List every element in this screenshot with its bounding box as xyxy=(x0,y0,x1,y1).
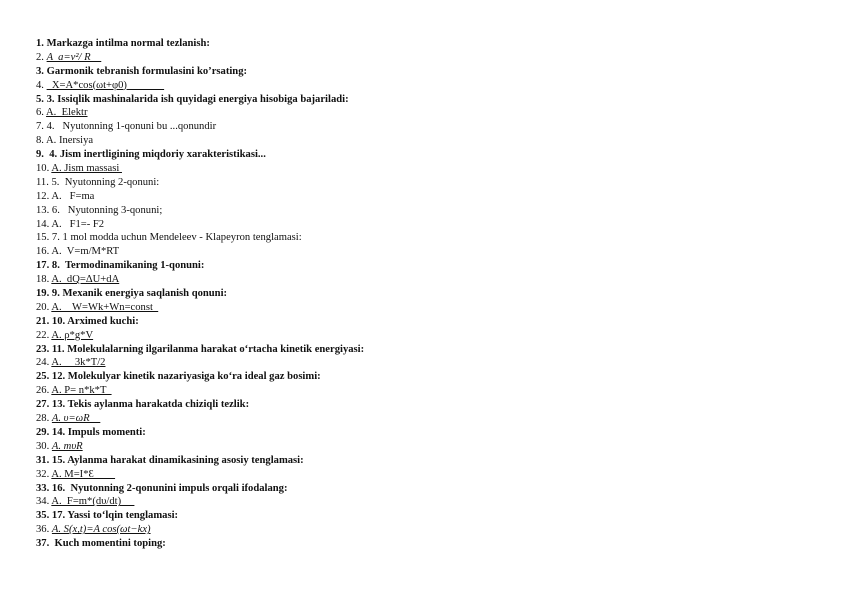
line-number: 16. xyxy=(36,246,50,258)
document-line xyxy=(36,176,796,190)
document-line xyxy=(36,134,796,148)
line-number: 19. 9. xyxy=(36,288,60,300)
line-number: 17. 8. xyxy=(36,260,60,272)
line-number: 13. 6. xyxy=(36,204,60,216)
line-text: Issiqlik mashinalarida ish quyidagi energiya hisobiga bajariladi: xyxy=(57,93,349,105)
document-line xyxy=(36,218,796,232)
document-line xyxy=(36,356,796,370)
document-line xyxy=(36,343,796,357)
document-line xyxy=(36,148,796,162)
line-number: 33. 16. xyxy=(36,482,66,494)
line-text: A. P= n*k*T xyxy=(51,385,112,397)
line-text: A. W=Wk+Wn=const xyxy=(51,301,159,313)
line-text: X=A*cos(ωt+φ0)_______ xyxy=(46,79,165,91)
document-line xyxy=(36,93,796,107)
line-text: Markazga intilma normal tezlanish: xyxy=(46,38,210,49)
document-line xyxy=(36,162,796,176)
document-line xyxy=(36,315,796,329)
document-line xyxy=(36,301,796,315)
document-line xyxy=(36,509,796,523)
line-number: 22. xyxy=(36,329,50,341)
document-line xyxy=(36,412,796,426)
document-line xyxy=(36,79,796,93)
document-line xyxy=(36,370,796,384)
line-number: 12. xyxy=(36,190,50,202)
line-number: 34. xyxy=(36,496,50,508)
line-text: A. F1=- F2 xyxy=(51,218,105,230)
document-line xyxy=(36,482,796,496)
line-text: A. ρ*g*V xyxy=(51,329,94,341)
document-line xyxy=(36,426,796,440)
line-number: 30. xyxy=(36,440,50,452)
document-line xyxy=(36,106,796,120)
document-line xyxy=(36,523,796,537)
document-line xyxy=(36,537,796,551)
line-text: 1 mol modda uchun Mendeleev - Klapeyron tenglamasi: xyxy=(62,232,302,244)
line-text: A. F=ma xyxy=(51,190,95,202)
line-text: A a=v²/ R__ xyxy=(46,51,102,63)
line-number: 24. xyxy=(36,357,50,369)
document-line xyxy=(36,245,796,259)
line-text: Impuls momenti: xyxy=(67,426,146,438)
line-number: 2. xyxy=(36,51,44,63)
line-text: Molekulalarning ilgarilanma harakat o‘rtacha kinetik energiyasi: xyxy=(67,343,365,355)
document-line xyxy=(36,273,796,287)
line-number: 6. xyxy=(36,107,44,119)
line-number: 10. xyxy=(36,163,50,175)
line-number: 36. xyxy=(36,524,50,536)
line-number: 15. 7. xyxy=(36,232,60,244)
document-line xyxy=(36,231,796,245)
line-text: Molekulyar kinetik nazariyasiga ko‘ra ideal gaz bosimi: xyxy=(67,371,321,383)
line-number: 31. 15. xyxy=(36,454,66,466)
line-text: Mexanik energiya saqlanish qonuni: xyxy=(62,288,228,300)
document-line xyxy=(36,329,796,343)
line-text: A. mυR xyxy=(51,440,83,452)
line-text: Nyutonning 3-qonuni; xyxy=(62,204,163,216)
line-number: 11. 5. xyxy=(36,176,60,188)
line-text: A. F=m*(dυ/dt) __ xyxy=(51,496,135,508)
line-text: Nyutonning 1-qonuni bu ...qonundir xyxy=(57,121,217,133)
line-text: Garmonik tebranish formulasini ko’rsating: xyxy=(46,65,248,77)
document-line xyxy=(36,384,796,398)
line-number: 5. 3. xyxy=(36,93,55,105)
line-text: A. υ=ωR__ xyxy=(51,413,101,425)
document-line xyxy=(36,120,796,134)
line-number: 28. xyxy=(36,413,50,425)
document-page xyxy=(36,37,796,551)
line-text: Nyutonning 2-qonuni: xyxy=(62,176,160,188)
line-number: 27. 13. xyxy=(36,399,66,411)
document-line xyxy=(36,37,796,51)
line-text: A. V=m/M*RT xyxy=(51,246,120,258)
line-number: 4. xyxy=(36,79,44,91)
line-number: 35. 17. xyxy=(36,510,66,522)
document-line xyxy=(36,468,796,482)
line-text: A. Elektr xyxy=(46,107,88,119)
line-number: 18. xyxy=(36,274,50,286)
line-text: A. M=I*Ɛ____ xyxy=(51,468,115,480)
line-number: 37. xyxy=(36,538,50,550)
line-number: 20. xyxy=(36,301,50,313)
line-number: 23. 11. xyxy=(36,343,65,355)
document-line xyxy=(36,454,796,468)
line-text: Yassi to‘lqin tenglamasi: xyxy=(67,510,179,522)
line-text: 4. Jism inertligining miqdoriy xarakteristikasi... xyxy=(46,149,266,161)
line-text: A. Jism massasi xyxy=(51,163,122,175)
document-line xyxy=(36,190,796,204)
line-number: 26. xyxy=(36,385,50,397)
line-number: 7. 4. xyxy=(36,121,55,133)
line-number: 14. xyxy=(36,218,50,230)
line-text: Arximed kuchi: xyxy=(67,315,139,327)
line-number: 25. 12. xyxy=(36,371,66,383)
document-line xyxy=(36,204,796,218)
document-line xyxy=(36,495,796,509)
line-text: A. dQ=ΔU+dA xyxy=(51,274,120,286)
line-text: A. Inersiya xyxy=(46,135,94,147)
line-number: 3. xyxy=(36,65,44,77)
line-text: A. S(x,t)=A cos(ωt−kx) xyxy=(51,524,151,536)
document-line xyxy=(36,259,796,273)
line-text: Tekis aylanma harakatda chiziqli tezlik: xyxy=(67,399,250,411)
line-text: Aylanma harakat dinamikasining asosiy tenglamasi: xyxy=(67,454,304,466)
document-line xyxy=(36,51,796,65)
line-text: Nyutonning 2-qonunini impuls orqali ifodalang: xyxy=(67,482,288,494)
line-number: 21. 10. xyxy=(36,315,66,327)
document-line xyxy=(36,287,796,301)
line-text: Kuch momentini toping: xyxy=(51,538,166,550)
line-number: 32. xyxy=(36,468,50,480)
document-line xyxy=(36,398,796,412)
line-text: A. 3k*T/2 xyxy=(51,357,106,369)
line-number: 8. xyxy=(36,135,44,147)
document-line xyxy=(36,65,796,79)
line-text: Termodinamikaning 1-qonuni: xyxy=(62,260,205,272)
document-line xyxy=(36,440,796,454)
line-number: 9. xyxy=(36,149,44,161)
line-number: 29. 14. xyxy=(36,426,66,438)
line-number: 1. xyxy=(36,38,44,49)
